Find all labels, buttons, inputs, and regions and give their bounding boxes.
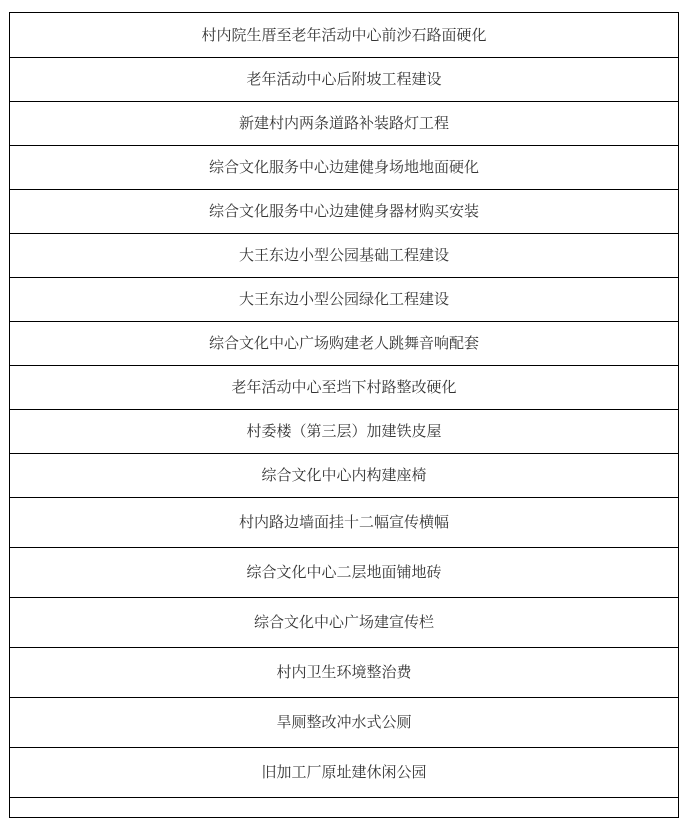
- project-table: [9, 12, 679, 818]
- table-cell-empty: [10, 798, 679, 818]
- table-cell: 综合文化服务中心边建健身场地地面硬化: [10, 146, 679, 190]
- table-cell: 综合文化服务中心边建健身器材购买安装: [10, 190, 679, 234]
- project-table-container: [9, 12, 679, 818]
- table-row: [10, 598, 679, 648]
- table-row: [10, 698, 679, 748]
- table-cell: 旱厕整改冲水式公厕: [10, 698, 679, 748]
- table-cell: 村内路边墙面挂十二幅宣传横幅: [10, 498, 679, 548]
- table-cell: 旧加工厂原址建休闲公园: [10, 748, 679, 798]
- table-row: [10, 146, 679, 190]
- table-cell: 大王东边小型公园绿化工程建设: [10, 278, 679, 322]
- table-cell: 村内卫生环境整治费: [10, 648, 679, 698]
- table-cell: 老年活动中心后附坡工程建设: [10, 58, 679, 102]
- table-cell: 综合文化中心广场建宣传栏: [10, 598, 679, 648]
- table-cell: 村委楼（第三层）加建铁皮屋: [10, 410, 679, 454]
- table-cell: 综合文化中心二层地面铺地砖: [10, 548, 679, 598]
- table-cell: 村内院生厝至老年活动中心前沙石路面硬化: [10, 13, 679, 58]
- table-row: [10, 322, 679, 366]
- table-row: [10, 190, 679, 234]
- table-row: [10, 748, 679, 798]
- table-cell: 综合文化中心广场购建老人跳舞音响配套: [10, 322, 679, 366]
- table-cell: 老年活动中心至垱下村路整改硬化: [10, 366, 679, 410]
- table-row: [10, 498, 679, 548]
- table-row: [10, 548, 679, 598]
- table-cell: 大王东边小型公园基础工程建设: [10, 234, 679, 278]
- table-cell: 新建村内两条道路补装路灯工程: [10, 102, 679, 146]
- table-cell: 综合文化中心内构建座椅: [10, 454, 679, 498]
- table-row: [10, 366, 679, 410]
- table-row: [10, 454, 679, 498]
- table-row: [10, 58, 679, 102]
- table-row: [10, 410, 679, 454]
- table-row-partial: [10, 798, 679, 818]
- table-row: [10, 13, 679, 58]
- table-row: [10, 234, 679, 278]
- table-row: [10, 102, 679, 146]
- table-row: [10, 278, 679, 322]
- table-row: [10, 648, 679, 698]
